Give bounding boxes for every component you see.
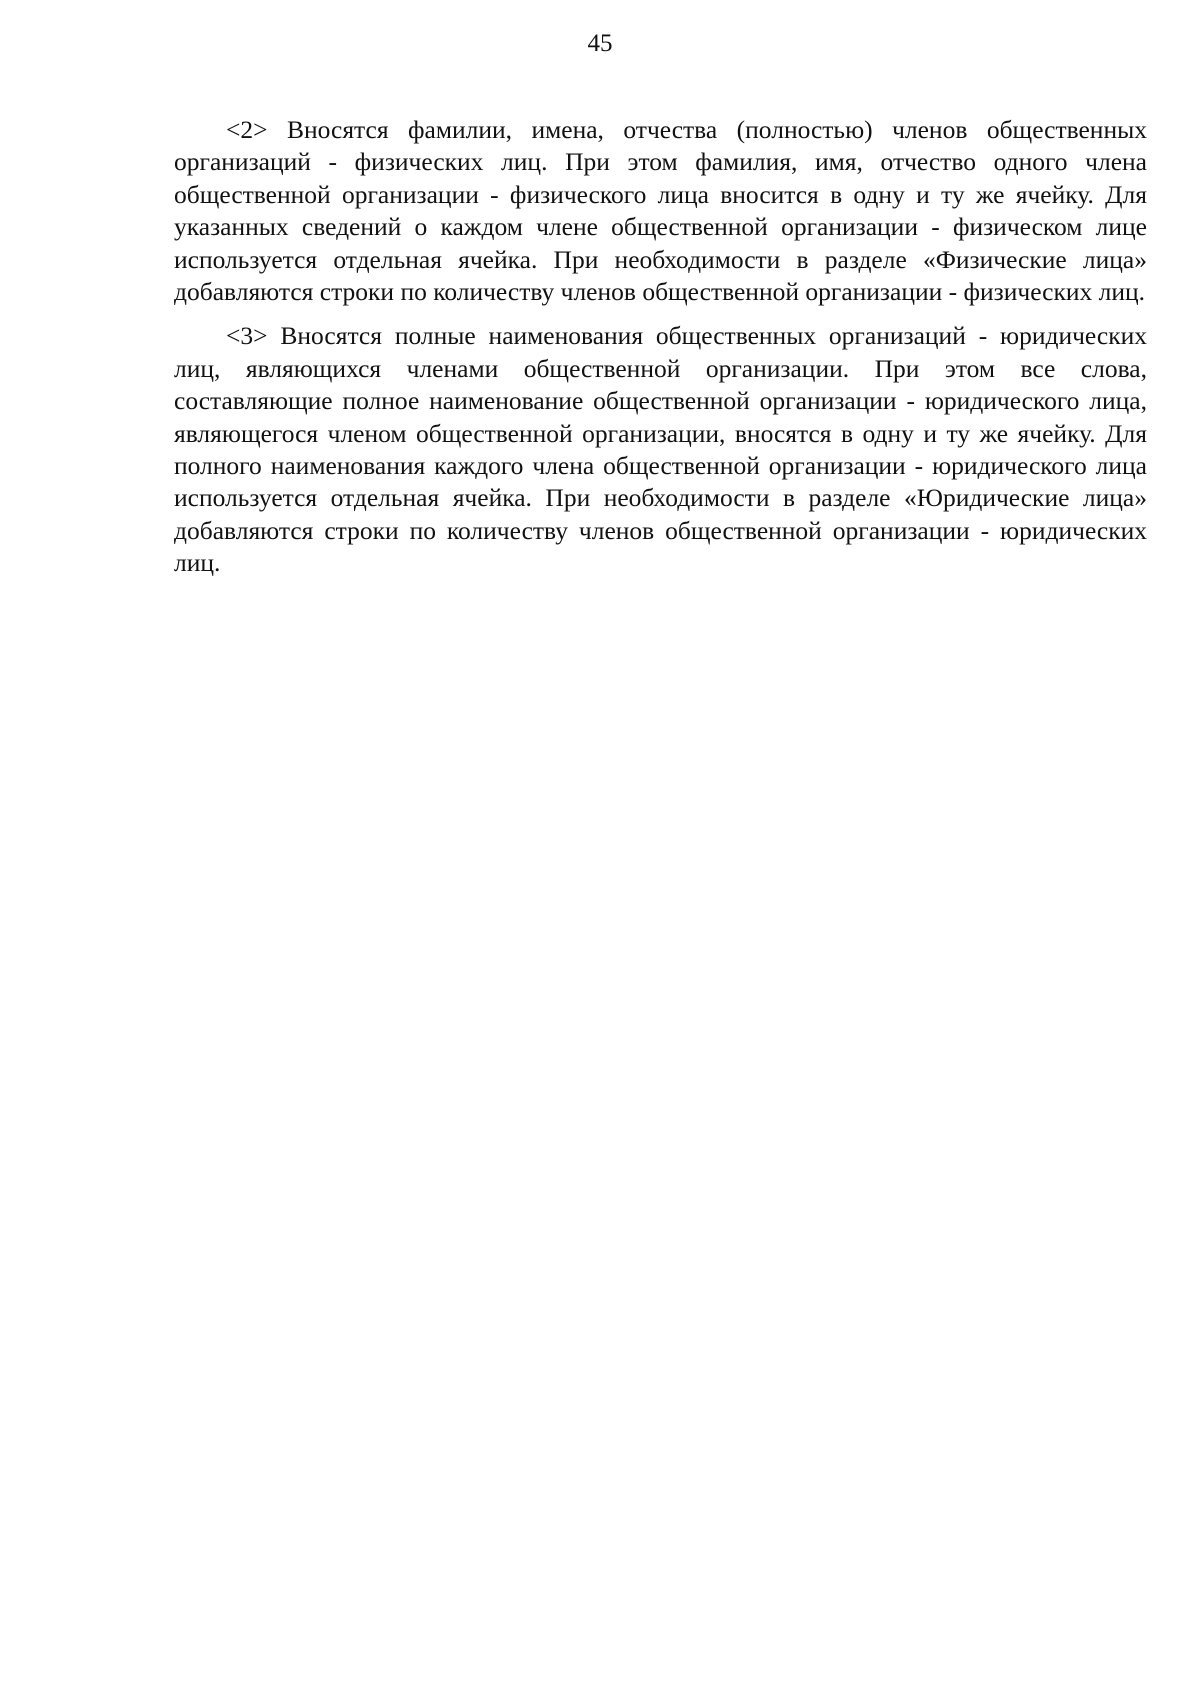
footnotes-section <box>174 114 1147 592</box>
footnote-2: <2> Вносятся фамилии, имена, отчества (полностью) членов общественных организаций - физических лиц. При этом фамилия, имя, отчество одного члена общественной организации - физического лица вносится в одну и ту же ячейку. Для указанных сведений о каждом члене общественной организации - физическом лице используется отдельная ячейка. При необходимости в разделе «Физические лица» добавляются строки по количеству членов общественной организации - физических лиц. <box>174 115 1147 307</box>
page-number: 45 <box>587 30 613 57</box>
footnote-3: <3> Вносятся полные наименования общественных организаций - юридических лиц, являющихся членами общественной организации. При этом все слова, составляющие полное наименование общественной организации - юридического лица, являющегося членом общественной организации, вносятся в одну и ту же ячейку. Для полного наименования каждого члена общественной организации - юридического лица используется отдельная ячейка. При необходимости в разделе «Юридические лица» добавляются строки по количеству членов общественной организации - юридических лиц. <box>174 321 1147 578</box>
